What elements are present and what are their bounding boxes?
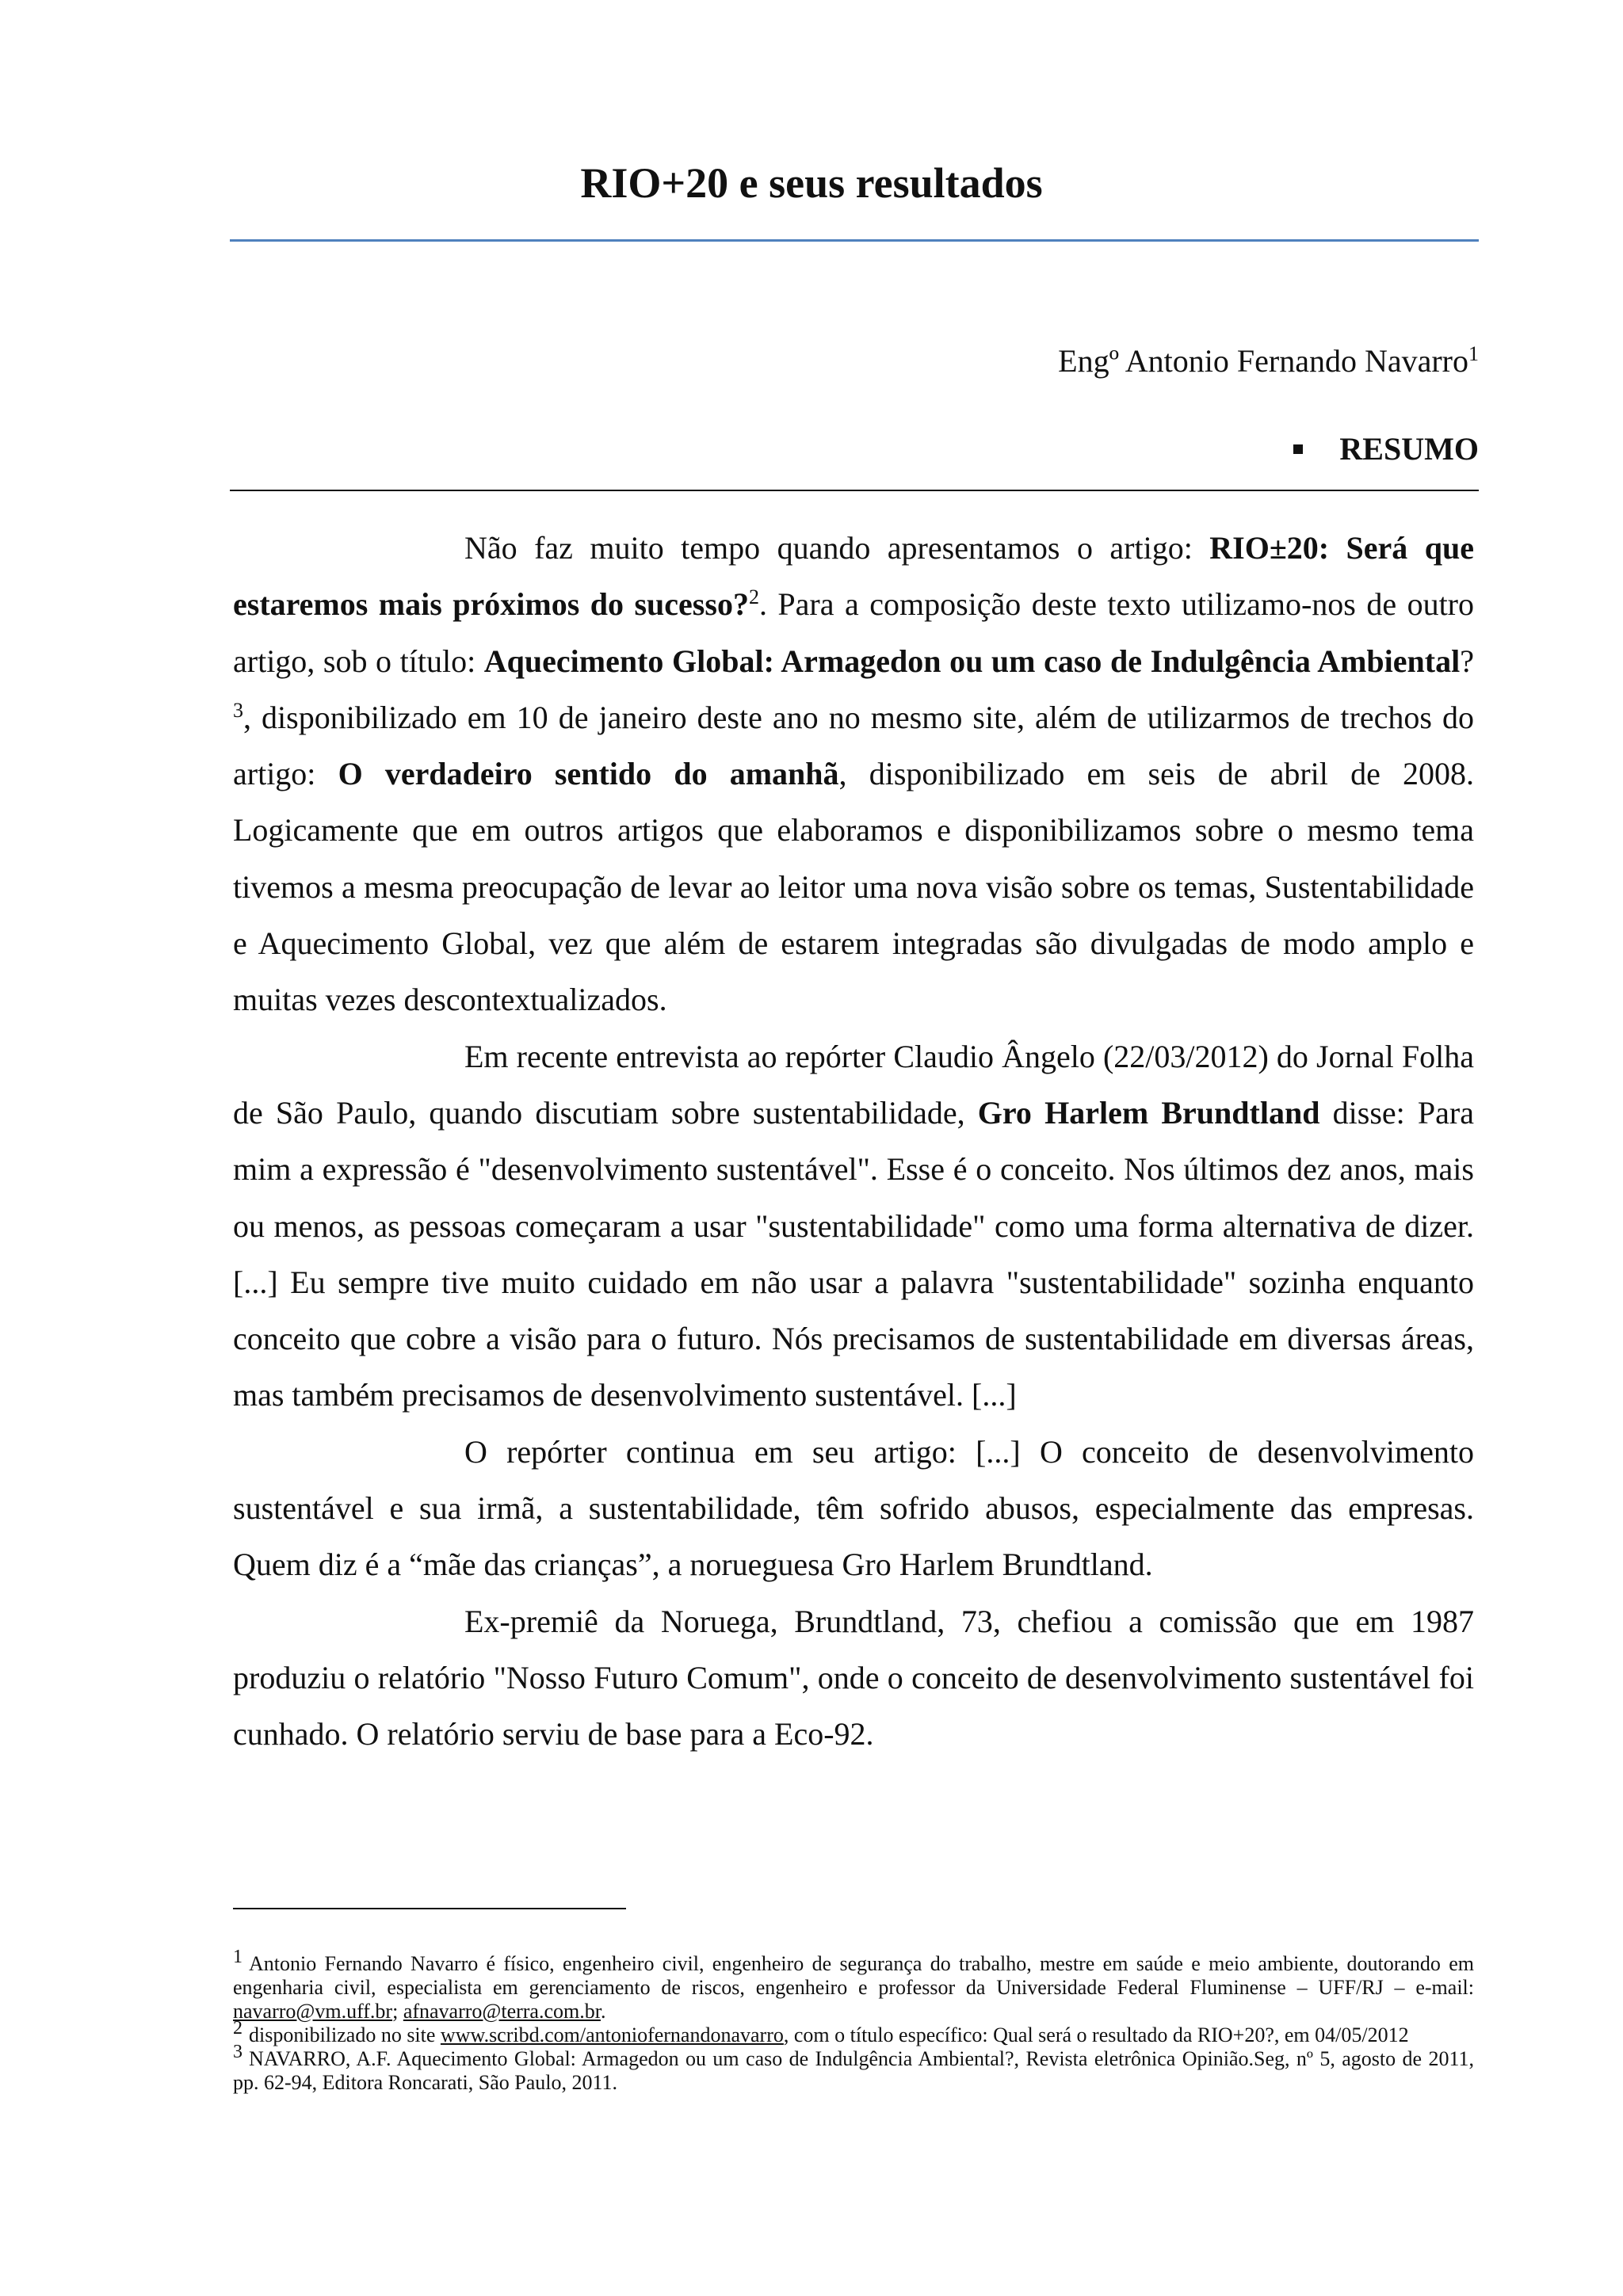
paragraph-2 [233,1028,1474,1424]
paragraph-text: disse: Para mim a expressão é "desenvolvimento sustentável". Esse é o conceito. Nos últimos dez anos, mais ou menos, as pessoas começaram a usar "sustentabilidade" como uma forma alternativa de dizer. [...] Eu sempre tive muito cuidado em não usar a palavra "sustentabilidade" sozinha enquanto conceito que cobre a visão para o futuro. Nós precisamos de sustentabilidade em diversas áreas, mas também precisamos de desenvolvimento sustentável. [...] [233,1094,1475,1413]
paragraph-text: O repórter continua em seu artigo: [...] O conceito de desenvolvimento sustentável e sua irmã, a sustentabilidade, têm sofrido abusos, especialmente das empresas. Quem diz é a “mãe das crianças”, a norueguesa Gro Harlem Brundtland. [233,1433,1474,1583]
paragraph-text: Em recente entrevista ao repórter Claudio Ângelo (22/03/2012) do Jornal Folha de São Paulo, quando discutiam sobre sustentabilidade, [233,1038,1474,1131]
footnote-number: 1 [233,1947,242,1967]
article-title-bold: RIO±20: Será que estaremos mais próximos do sucesso? [233,530,1475,623]
square-bullet-icon [1293,444,1303,454]
section-heading [1293,427,1479,471]
article-body [233,520,1474,1763]
footnote-text: NAVARRO, A.F. Aquecimento Global: Armagedon ou um caso de Indulgência Ambiental?, Revista eletrônica Opinião.Seg, nº 5, agosto de 2011, pp. 62-94, Editora Roncarati, São Paulo, 2011. [233,2047,1474,2094]
footnote-separator [233,1908,626,1909]
footnote-text: disponibilizado no site [249,2023,441,2046]
author-footnote-ref: 1 [1468,342,1479,365]
website-link[interactable]: www.scribd.com/antoniofernandonavarro [440,2023,784,2046]
footnote-number: 3 [233,2042,242,2062]
page-title: RIO+20 e seus resultados [580,159,1043,207]
paragraph-text: , disponibilizado em seis de abril de 2008. Logicamente que em outros artigos que elaboramos e disponibilizamos sobre o mesmo tema tivemos a mesma preocupação de levar ao leitor uma nova visão sobre os temas, Sustentabilidade e Aquecimento Global, vez que além de estarem integradas são divulgadas de modo amplo e muitas vezes descontextualizados. [233,756,1474,1018]
section-heading-label: RESUMO [1339,431,1479,467]
email-link[interactable]: navarro@vm.uff.br [233,2000,393,2023]
paragraph-text: . Para a composição deste texto utilizamo-nos de outro artigo, sob o título: [233,586,1475,679]
section-divider [230,490,1479,491]
footnote-ref: 3 [233,698,243,722]
title-divider [230,239,1479,242]
footnote-text: . [600,2000,606,2023]
footnote-2 [233,2018,1474,2047]
footnote-3 [233,2042,1474,2095]
person-name-bold: Gro Harlem Brundtland [977,1094,1320,1131]
author-name: Engº Antonio Fernando Navarro [1058,343,1468,379]
paragraph-3 [233,1424,1474,1593]
paragraph-text: , disponibilizado em 10 de janeiro deste ano no mesmo site, além de utilizarmos de trechos do artigo: [233,699,1474,792]
footnote-text: Antonio Fernando Navarro é físico, engenheiro civil, engenheiro de segurança do trabalho, mestre em saúde e meio ambiente, doutorando em engenharia civil, especialista em gerenciamento de riscos, engenheiro e professor da Universidade Federal Fluminense – UFF/RJ – e-mail: [233,1952,1474,1999]
footnote-text: ; [392,2000,403,2023]
footnote-1 [233,1947,1474,2023]
paragraph-4 [233,1593,1474,1763]
paragraph-text: ? [1460,643,1474,679]
email-link[interactable]: afnavarro@terra.com.br [403,2000,601,2023]
footnote-number: 2 [233,2018,242,2039]
paragraph-text: Não faz muito tempo quando apresentamos o artigo: [464,530,1210,566]
footnote-ref: 2 [748,585,759,609]
article-title-bold: O verdadeiro sentido do amanhã [338,756,839,792]
paragraph-1 [233,520,1474,1028]
article-title-bold: Aquecimento Global: Armagedon ou um caso de Indulgência Ambiental [483,643,1461,679]
author-line [1058,339,1479,383]
footnote-text: , com o título específico: Qual será o resultado da RIO+20?, em 04/05/2012 [783,2023,1409,2046]
footnotes [233,1947,1474,2095]
paragraph-text: Ex-premiê da Noruega, Brundtland, 73, chefiou a comissão que em 1987 produziu o relatório "Nosso Futuro Comum", onde o conceito de desenvolvimento sustentável foi cunhado. O relatório serviu de base para a Eco-92. [233,1603,1474,1753]
